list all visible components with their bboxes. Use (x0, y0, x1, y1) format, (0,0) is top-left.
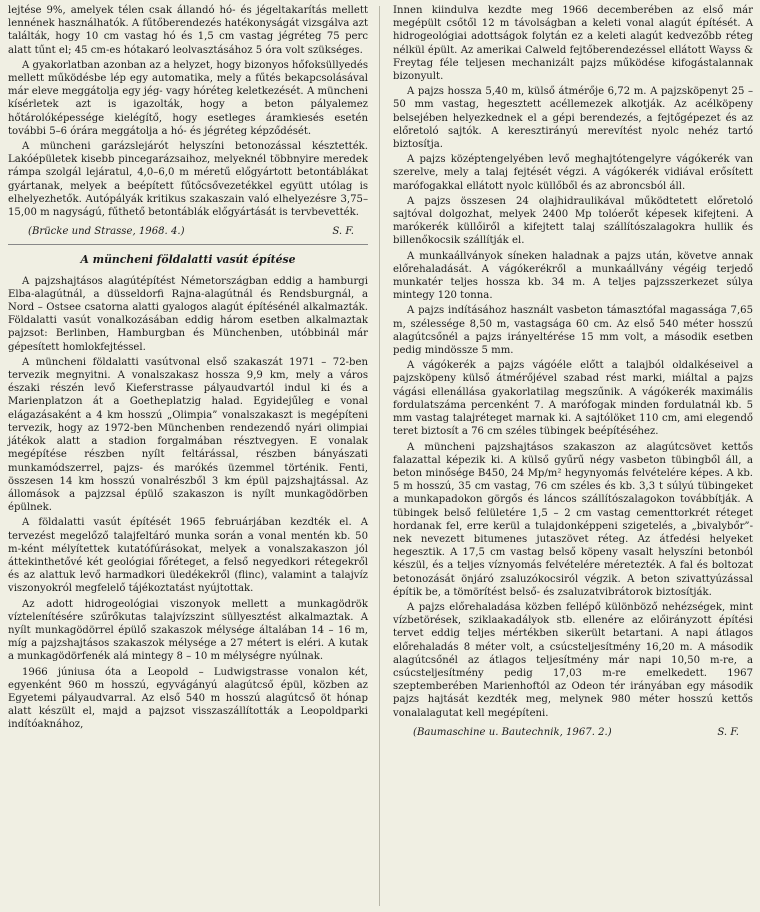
paragraph: A földalatti vasút építését 1965 februárjában kezdték el. A tervezést megelőző talajfeltáró munka során a vonal mentén kb. 50 m-ként mélyítettek kutatófúrásokat, melyek a vonalszakaszon jól áttekinthetővé két geológiai főréteget, a felső negyedkori rétegekről és az alattuk levő harmadkori üledékekről (flinc), valamint a talajvíz viszonyokról megfelelő tájékoztatást nyújtottak. (8, 517, 368, 595)
paragraph: A pajzshajtásos alagútépítést Németországban eddig a hamburgi Elba-alagútnál, a düsseldorfi Rajna-alagútnál és Rendsburgnál, a Nord – Ostsee csatorna alatti gyalogos alagút építésénél alkalmazták. Földalatti vasút vonalkozásában eddig három esetben alkalmaztak pajzsot: Berlinben, Hamburgban és Münchenben, utóbbinál már gépesített homlokfejtéssel. (8, 275, 368, 353)
source-reference: (Brücke und Strasse, 1968. 4.) (28, 226, 185, 238)
paragraph: A munkaállványok síneken haladnak a pajzs után, követve annak előrehaladását. A vágókerékről a munkaállvány végéig terjedő munkatér teljes hossza kb. 34 m. A teljes pajzsszerkezet súlya mintegy 120 tonna. (393, 250, 753, 302)
paragraph: A pajzs összesen 24 olajhidraulikával működtetett előretoló sajtóval dolgozhat, melyek 2400 Mp tolóerőt képesek kifejteni. A marókerék küllőiről a kifejtett talaj szállítószalagokra hullik és billenőkocsik szállítják el. (393, 195, 753, 247)
left-column (8, 4, 368, 734)
author-signature: S. F. (332, 226, 354, 238)
paragraph: A gyakorlatban azonban az a helyzet, hogy bizonyos hőfoksüllyedés mellett működésbe lép egy automatika, mely a fűtés bekapcsolásával már eleve meggátolja egy jég- vagy hóréteg keletkezését. A müncheni kísérletek azt is igazolták, hogy a beton pályalemez hőtárolóképessége kielégítő, hogy esetleges áramkiesés esetén további 5–6 órára meggátolja a hó- és jégréteg képződését. (8, 59, 368, 137)
source-citation (393, 726, 753, 739)
author-signature: S. F. (717, 726, 739, 738)
paragraph: A pajzs előrehaladása közben fellépő különböző nehézségek, mint vízbetörések, sziklaakadályok stb. ellenére az előirányzott építési tervet eddig teljes mértékben sikerült betartani. A napi átlagos előrehaladás 8 méter volt, a csúcsteljesítmény 16,20 m. A második alagútcsőnél az átlagos teljesítmény már napi 10,50 m-re, a csúcsteljesítmény pedig 17,03 m-re emelkedett. 1967 szeptemberében Marienhoftól az Odeon tér irányában egy második pajzs hajtását kezdték meg, melynek 980 méter hosszú kettős vonalalagutat kell megépíteni. (393, 601, 753, 719)
source-reference: (Baumaschine u. Bautechnik, 1967. 2.) (413, 726, 612, 738)
paragraph: Az adott hidrogeológiai viszonyok mellett a munkagödrök víztelenítésére szűrőkutas talajvízszint süllyesztést alkalmaztak. A nyílt munkagödörrel épülő szakaszok mélysége általában 14 – 16 m, míg a pajzshajtásos szakaszok mélysége a 27 métert is eléri. A kutak a munkagödörfenék alá mintegy 8 – 10 m mélységre nyúlnak. (8, 598, 368, 663)
article-heading: A müncheni földalatti vasút építése (80, 253, 296, 267)
source-citation (8, 225, 368, 238)
paragraph: A pajzs hossza 5,40 m, külső átmérője 6,72 m. A pajzsköpenyt 25 – 50 mm vastag, hegesztett acéllemezek alkotják. Az acélköpeny belsejében helyezkednek el a gépi berendezés, a fejtőgépezet és az előretoló sajtók. A keresztirányú merevítést nyolc nehéz tartó biztosítja. (393, 86, 753, 151)
paragraph: A pajzs indításához használt vasbeton támasztófal magassága 7,65 m, szélessége 8,50 m, vastagsága 60 cm. Az első 540 méter hosszú alagútcsőnél a pajzs irányeltérése 15 mm volt, a második esetben pedig mindössze 5 mm. (393, 305, 753, 357)
paragraph: A vágókerék a pajzs vágóéle előtt a talajból oldalkéseivel a pajzsköpeny külső átmérőjével szabad rést marki, miáltal a pajzs vágási ellenállása gyakorlatilag megszűnik. A vágókerék maximális fordulatszáma percenként 7. A marófogak minden fordulatnál kb. 5 mm vastag talajréteget marnak ki. A sajtólöket 110 cm, ami elegendő teret biztosít a 76 cm széles tübingek beépítéséhez. (393, 360, 753, 438)
paragraph: A pajzs középtengelyében levő meghajtótengelyre vágókerék van szerelve, mely a talaj fejtését végzi. A vágókerék vidiával erősített marófogakkal ellátott nyolc küllőből és az abroncsból áll. (393, 154, 753, 192)
paragraph: lejtése 9%, amelyek télen csak állandó hó- és jégeltakarítás mellett lennének használhatók. A fűtőberendezés hatékonyságát vizsgálva azt találták, hogy 10 cm vastag hó és 1,5 cm vastag jégréteg 75 perc alatt tűnt el; 45 cm-es hótakaró leolvasztásához 5 óra volt szükséges. (8, 5, 368, 56)
right-column (393, 4, 753, 745)
paragraph: A müncheni pajzshajtásos szakaszon az alagútcsövet kettős falazattal képezik ki. A külső gyűrű négy vasbeton tübingből áll, a beton minősége B450, 24 Mp/m² hegynyomás felvételére képes. A kb. 5 m hosszú, 35 cm vastag, 76 cm széles és kb. 3,3 t súlyú tübingeket a munkapadokon görgős és láncos szállítószalagokon továbbítják. A tübingek belső felületére 1,5 – 2 cm vastag cementtorkrét réteget hordanak fel, erre kerül a tulajdonképpeni szigetelés, a „bivalybőr”-nek nevezett bitumenes jutaszövet réteg. Az átfedési helyeket hegesztik. A 17,5 cm vastag belső köpeny vasalt helyszíni betonból készül, és a teljes víznyomás felvételére méretezték. A fal és boltozat betonozását önjáró zsaluzókocsiról végzik. A beton szivattyúzással építik be, a tömörítést belső- és zsaluzatvibrátorok biztosítják. (393, 441, 753, 598)
paragraph: Innen kiindulva kezdte meg 1966 decemberében az első már megépült csőtől 12 m távolságban a keleti vonal alagút építését. A hidrogeológiai adottságok folytán ez a keleti alagút kedvezőbb réteg nélkül épült. Az amerikai Calweld fejtőberendezéssel ellátott Wayss & Freytag féle teljesen mechanizált pajzs működése kifogástalannak bizonyult. (393, 5, 753, 83)
section-divider (8, 244, 368, 245)
paragraph: A müncheni földalatti vasútvonal első szakaszát 1971 – 72-ben tervezik megnyitni. A vonalszakasz hossza 9,9 km, mely a város északi részén levő Kieferstrasse pályaudvartól indul ki és a Marienplatzon át a Goetheplatzig halad. Egyidejűleg e vonal elágazásaként a 4 km hosszú „Olimpia” vonalszakaszt is megépíteni tervezik, hogy az 1972-ben Münchenben rendezendő nyári olimpiai játékok alatt a stadion forgalmában résztvegyen. E vonalak megépítése részben nyílt feltárással, részben bányászati munkamódszerrel, pajzs- és marókés üzemmel történik. Fenti, összesen 14 km hosszú vonalrészből 3 km épül pajzshajtással. Az állomások a pajzzsal épülő szakaszon is nyílt munkagödörben épülnek. (8, 356, 368, 514)
paragraph: A müncheni garázslejárót helyszíni betonozással késztették. Lakóépületek kisebb pincegarázsaihoz, melyeknél többnyire meredek rámpa szolgál lejáratul, 4,0–6,0 m méretű előgyártott betontáblákat gyártanak, melyek a beépített fűtőcsővezetékkel együtt utólag is elhelyezhetők. Autópályák kritikus szakaszain való elhelyezésre 3,75–15,00 m nagyságú, fűthető betontáblák előgyártását is tervbevették. (8, 141, 368, 219)
column-divider (379, 6, 380, 906)
paragraph: 1966 júniusa óta a Leopold – Ludwigstrasse vonalon két, egyenként 960 m hosszú, egyvágányú alagútcső épül, közben az Egyetemi pályaudvarral. Az első 540 m hosszú alagútcső öt hónap alatt készült el, majd a pajzsot visszaszállították a Leopoldparki indítóaknához, (8, 666, 368, 731)
